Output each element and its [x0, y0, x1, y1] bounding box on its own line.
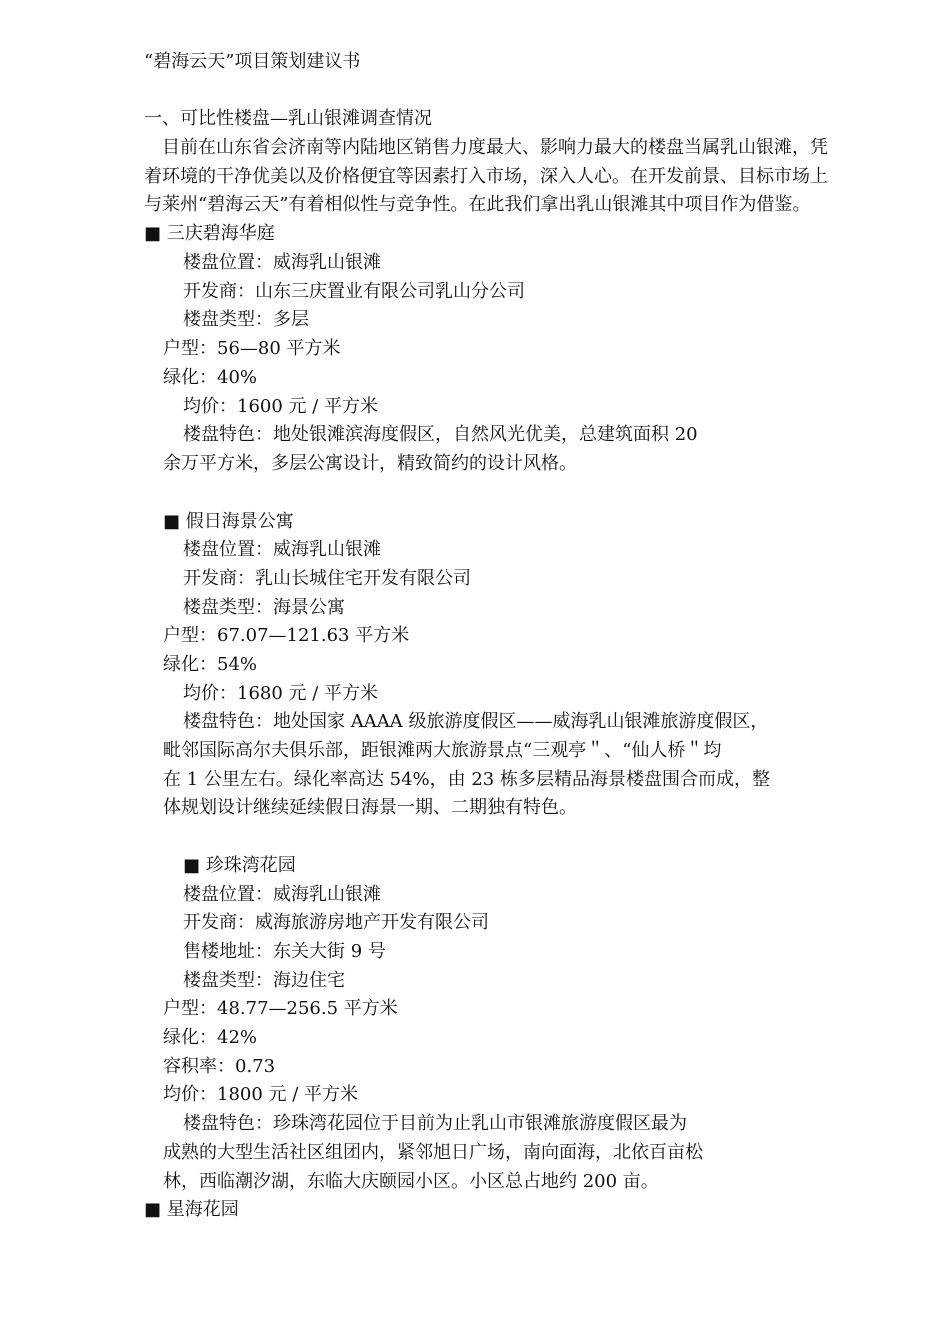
- project-detail: 楼盘特色：珍珠湾花园位于目前为止乳山市银滩旅游度假区最为: [183, 1113, 687, 1134]
- project-detail: 开发商：乳山长城住宅开发有限公司: [183, 568, 471, 589]
- project-detail: 绿化：54%: [163, 654, 258, 675]
- project-detail: 均价：1680 元 / 平方米: [183, 683, 379, 704]
- project-heading: ■ 珍珠湾花园: [183, 855, 296, 876]
- project-detail: 楼盘特色：地处国家 AAAA 级旅游度假区——威海乳山银滩旅游度假区，: [183, 711, 769, 732]
- document-title: “碧海云天”项目策划建议书: [144, 51, 361, 72]
- project-detail: 楼盘位置：威海乳山银滩: [183, 252, 381, 273]
- project-detail: 户型：48.77—256.5 平方米: [163, 998, 398, 1019]
- project-detail: 绿化：42%: [163, 1027, 258, 1048]
- project-detail: 售楼地址：东关大街 9 号: [183, 941, 386, 962]
- section-heading: 一、可比性楼盘—乳山银滩调查情况: [144, 108, 432, 129]
- project-detail: 开发商：山东三庆置业有限公司乳山分公司: [183, 281, 525, 302]
- project-detail: 在 1 公里左右。绿化率高达 54%，由 23 栋多层精品海景楼盘围合而成，整: [163, 769, 770, 790]
- project-detail: 均价：1800 元 / 平方米: [163, 1084, 359, 1105]
- project-detail: 开发商：威海旅游房地产开发有限公司: [183, 912, 489, 933]
- project-heading: ■ 星海花园: [144, 1199, 239, 1220]
- project-detail: 绿化：40%: [163, 367, 258, 388]
- project-detail: 成熟的大型生活社区组团内，紧邻旭日广场，南向面海，北依百亩松: [163, 1142, 703, 1163]
- project-detail: 毗邻国际高尔夫俱乐部，距银滩两大旅游景点“三观亭＂、“仙人桥＂均: [163, 740, 722, 761]
- project-detail: 楼盘位置：威海乳山银滩: [183, 539, 381, 560]
- intro-line: 着环境的干净优美以及价格便宜等因素打入市场，深入人心。在开发前景、目标市场上: [144, 166, 828, 187]
- project-heading: ■ 假日海景公寓: [163, 511, 294, 532]
- intro-line: 与莱州“碧海云天”有着相似性与竞争性。在此我们拿出乳山银滩其中项目作为借鉴。: [144, 194, 811, 215]
- project-detail: 楼盘类型：海边住宅: [183, 970, 345, 991]
- project-detail: 余万平方米，多层公寓设计，精致简约的设计风格。: [163, 453, 577, 474]
- project-detail: 容积率：0.73: [163, 1056, 276, 1077]
- project-detail: 体规划设计继续延续假日海景一期、二期独有特色。: [163, 797, 577, 818]
- project-detail: 均价：1600 元 / 平方米: [183, 396, 379, 417]
- project-detail: 楼盘特色：地处银滩滨海度假区，自然风光优美，总建筑面积 20: [183, 424, 698, 445]
- project-detail: 楼盘类型：海景公寓: [183, 597, 345, 618]
- intro-line: 目前在山东省会济南等内陆地区销售力度最大、影响力最大的楼盘当属乳山银滩，凭: [162, 137, 828, 158]
- project-detail: 楼盘位置：威海乳山银滩: [183, 884, 381, 905]
- project-detail: 楼盘类型：多层: [183, 309, 309, 330]
- project-detail: 林，西临潮汐湖，东临大庆颐园小区。小区总占地约 200 亩。: [163, 1171, 659, 1192]
- project-detail: 户型：56—80 平方米: [163, 338, 341, 359]
- project-heading: ■ 三庆碧海华庭: [144, 223, 275, 244]
- project-detail: 户型：67.07—121.63 平方米: [163, 625, 410, 646]
